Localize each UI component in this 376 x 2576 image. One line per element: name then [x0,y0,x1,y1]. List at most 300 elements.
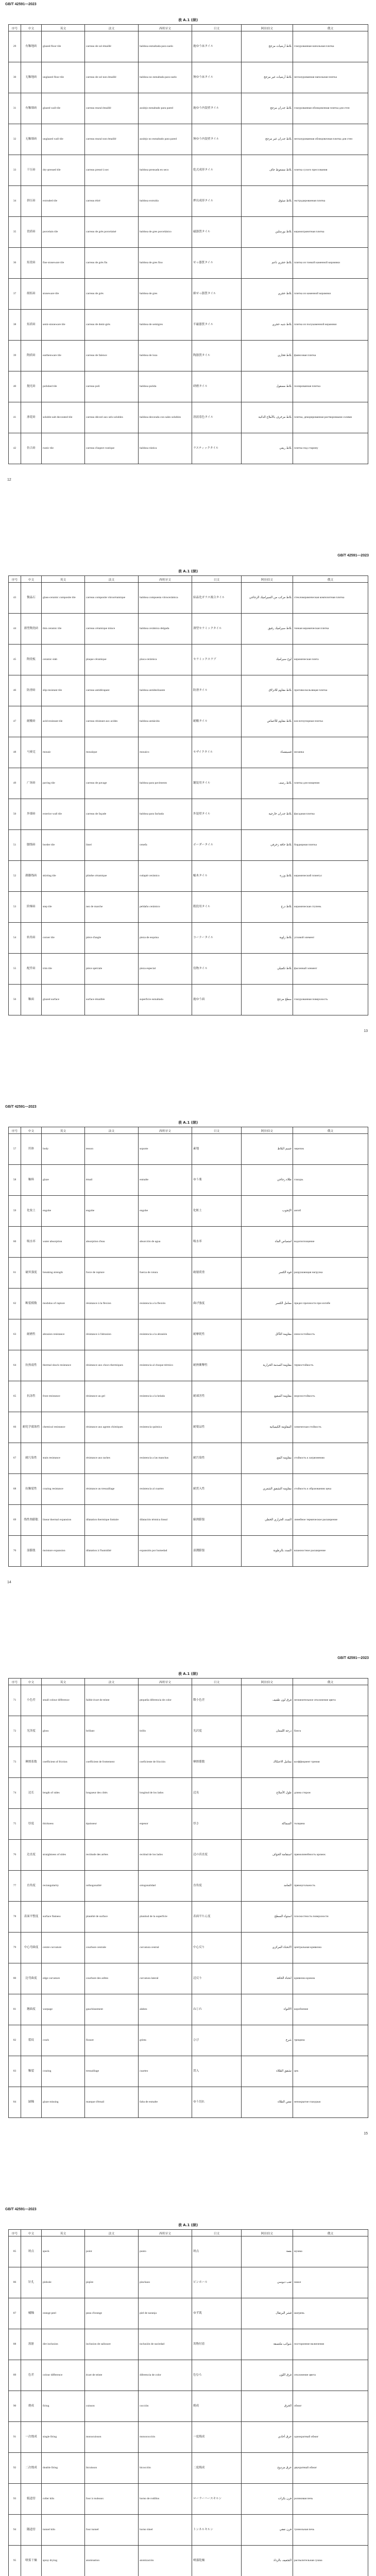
cell-french: force de rupture [85,1258,139,1289]
cell-russian: фаянсовая плитка [293,341,368,371]
cell-arabic: بلاط سيراميك رقيق [242,614,293,645]
cell-arabic: بلاط حجري [242,279,293,310]
cell-french: surface émaillée [85,985,139,1015]
cell-russian: керамическая ступень [293,892,368,923]
cell-french: carreau décoré aux sels solubles [85,402,139,433]
table-row [9,310,368,341]
table-row [9,1258,368,1289]
cell-french: bicuisson [85,2453,139,2484]
column-header-russian: 俄文 [293,576,368,583]
cell-number: 40 [9,371,21,402]
cell-russian: толщина [293,1809,368,1840]
cell-chinese: 马赛克 [21,737,42,768]
cell-arabic: امتصاص الماء [242,1227,293,1258]
cell-japanese: ひび [192,2025,242,2056]
cell-english: thin ceramic tile [42,614,85,645]
cell-number: 65 [9,1381,21,1412]
page-header-code: GB/T 42591—2023 [5,2208,37,2211]
cell-spanish: pequeña diferencia de color [139,1685,192,1716]
cell-arabic: فسيفساء [242,737,293,768]
cell-french: écart de teinte [85,2360,139,2391]
cell-chinese: 厚度 [21,1809,42,1840]
cell-japanese: 施ゆう内装壁タイル [192,93,242,124]
column-header-japanese: 日文 [192,25,242,31]
cell-french: courbure centrale [85,1933,139,1963]
cell-french: carreau antidérapant [85,675,139,706]
column-header-spanish: 西班牙文 [139,2230,192,2236]
cell-chinese: 腰线砖 [21,830,42,861]
cell-french: courbure des arêtes [85,1963,139,1994]
column-header-japanese: 日文 [192,1679,242,1685]
cell-japanese: 施ゆう床タイル [192,31,242,62]
cell-japanese: 耐貫入性 [192,1474,242,1505]
table-head [9,1679,368,1685]
cell-number: 41 [9,402,21,433]
cell-french: coefficient de frottement [85,1747,139,1778]
table-caption: 表 A.1 (续) [178,569,198,573]
cell-number: 34 [9,186,21,217]
column-header-chinese: 中文 [21,2230,42,2236]
table-row [9,1747,368,1778]
cell-spanish: azulejo no esmaltado para pared [139,124,192,155]
table-row [9,1685,368,1716]
cell-spanish: engobe [139,1196,192,1227]
table-body [9,31,368,464]
cell-number: 58 [9,1165,21,1196]
cell-spanish: baldosa esmaltada para suelo [139,31,192,62]
cell-chinese: 小色差 [21,1685,42,1716]
cell-english: unglazed wall tile [42,124,85,155]
cell-number: 62 [9,1289,21,1319]
cell-spanish: alabeo [139,1994,192,2025]
cell-english: unglazed floor tile [42,62,85,93]
cell-russian: полированная плитка [293,371,368,402]
cell-spanish: soporte [139,1134,192,1165]
cell-number: 95 [9,2546,21,2576]
table-row [9,248,368,279]
cell-english: rectangularity [42,1871,85,1902]
cell-number: 68 [9,1474,21,1505]
cell-chinese: 陶瓷板 [21,645,42,675]
cell-number: 32 [9,124,21,155]
cell-russian: однократный обжиг [293,2422,368,2453]
cell-japanese: 磁器質タイル [192,217,242,248]
table-row [9,861,368,892]
cell-english: stain resistance [42,1443,85,1474]
column-header-arabic: 阿拉伯文 [242,1679,293,1685]
column-header-number: 序号 [9,576,21,583]
cell-french: dilatation à l'humidité [85,1536,139,1567]
cell-english: semi-stoneware tile [42,310,85,341]
cell-japanese: 無ゆう内装壁タイル [192,124,242,155]
cell-chinese: 隧道窑 [21,2515,42,2546]
cell-number: 83 [9,2056,21,2087]
cell-spanish: cenefa [139,830,192,861]
column-header-english: 英文 [42,25,85,31]
cell-number: 85 [9,2236,21,2267]
cell-french: monocuisson [85,2422,139,2453]
cell-arabic: بلاط مقاوم للانزلاق [242,675,293,706]
table-row [9,892,368,923]
cell-japanese: 曲げ強度 [192,1289,242,1319]
cell-japanese: 噴霧乾燥 [192,2546,242,2576]
table-row [9,2025,368,2056]
cell-russian: мушка [293,2236,368,2267]
terminology-table [8,1678,368,2118]
table-row [9,1716,368,1747]
cell-number: 77 [9,1871,21,1902]
column-header-english: 英文 [42,1679,85,1685]
cell-spanish: esmalte [139,1165,192,1196]
cell-spanish: resistencia química [139,1412,192,1443]
terminology-table [8,24,368,464]
cell-japanese: 薄型セラミックタイル [192,614,242,645]
table-caption: 表 A.1 (续) [178,2223,198,2227]
cell-english: speck [42,2236,85,2267]
cell-russian: влажностное расширение [293,1536,368,1567]
column-header-english: 英文 [42,1127,85,1134]
table-row [9,1871,368,1902]
cell-chinese: 落脏 [21,2329,42,2360]
cell-french: listel [85,830,139,861]
table-row [9,402,368,433]
table-row [9,2484,368,2515]
cell-arabic: الانحناء المركزي [242,1933,293,1963]
cell-russian: фасонный элемент [293,954,368,985]
cell-french: résistance à la flexion [85,1289,139,1319]
cell-english: paving tile [42,768,85,799]
cell-number: 79 [9,1933,21,1963]
cell-japanese: 中心反り [192,1933,242,1963]
cell-chinese: 瓷质砖 [21,217,42,248]
table-row [9,2422,368,2453]
cell-russian: прямоугольность [293,1871,368,1902]
page-header-code: GB/T 42591—2023 [5,3,37,6]
cell-chinese: 喷雾干燥 [21,2546,42,2576]
cell-arabic: المقاومة الكيميائية [242,1412,293,1443]
cell-english: glaze missing [42,2087,85,2118]
table-row [9,1412,368,1443]
cell-japanese: 押出成形タイル [192,186,242,217]
cell-japanese: 焼成 [192,2391,242,2422]
cell-arabic: التعامد [242,1871,293,1902]
cell-russian: стойкость к образованию цека [293,1474,368,1505]
cell-russian: двукратный обжиг [293,2453,368,2484]
page-header-code: GB/T 42591—2023 [5,1105,37,1109]
cell-arabic: استقامة الحواف [242,1840,293,1871]
cell-arabic: بلاط مضغوط جاف [242,155,293,186]
cell-number: 52 [9,861,21,892]
cell-russian: противоскользящая плитка [293,675,368,706]
cell-spanish: diferencia de color [139,2360,192,2391]
cell-french: tesson [85,1134,139,1165]
cell-english: extruded tile [42,186,85,217]
table-row [9,768,368,799]
cell-arabic: قشر البرتقال [242,2298,293,2329]
cell-french: carreau de sol non émaillé [85,62,139,93]
cell-number: 57 [9,1134,21,1165]
cell-french: carreau de façade [85,799,139,830]
cell-russian: глазурованная напольная плитка [293,31,368,62]
cell-french: brillant [85,1716,139,1747]
cell-number: 64 [9,1350,21,1381]
cell-spanish: espesor [139,1809,192,1840]
table-row [9,799,368,830]
cell-spanish: expansión por humedad [139,1536,192,1567]
cell-spanish: rodapié cerámico [139,861,192,892]
column-header-chinese: 中文 [21,576,42,583]
table-row [9,1809,368,1840]
cell-english: rustic tile [42,433,85,464]
cell-chinese: 无釉地砖 [21,62,42,93]
cell-arabic: بلاط أرضيات غير مزجج [242,62,293,93]
cell-russian: стеклокерамическая композитная плитка [293,583,368,614]
cell-number: 69 [9,1505,21,1536]
cell-spanish: baldosa cerámica delgada [139,614,192,645]
cell-chinese: 耐磨性 [21,1319,42,1350]
cell-chinese: 有釉墙砖 [21,93,42,124]
cell-french: engobe [85,1196,139,1227]
cell-chinese: 挤压砖 [21,186,42,217]
column-header-number: 序号 [9,2230,21,2236]
cell-spanish: brillo [139,1716,192,1747]
column-header-russian: 俄文 [293,2230,368,2236]
cell-french: planéité de surface [85,1902,139,1933]
cell-russian: плитка для мощения [293,768,368,799]
table-row [9,2546,368,2576]
cell-chinese: 中心弯曲度 [21,1933,42,1963]
cell-arabic: بلاط ريفي [242,433,293,464]
cell-japanese: 斑点 [192,2236,242,2267]
table-caption: 表 A.1 (续) [178,18,198,22]
table-header-row [9,25,368,31]
cell-french: résistance au gel [85,1381,139,1412]
cell-chinese: 渗花砖 [21,402,42,433]
cell-japanese: 素地 [192,1134,242,1165]
cell-chinese: 摩擦系数 [21,1747,42,1778]
cell-russian: керамическая плита [293,645,368,675]
table-row [9,1443,368,1474]
cell-chinese: 橘釉 [21,2298,42,2329]
cell-japanese: 施ゆう面 [192,985,242,1015]
cell-english: skirting tile [42,861,85,892]
cell-spanish: piel de naranja [139,2298,192,2329]
cell-arabic: تشقق الطلاء [242,2056,293,2087]
cell-russian: непокрытие глазурью [293,2087,368,2118]
cell-french: rectitude des arêtes [85,1840,139,1871]
cell-japanese: 無ゆう床タイル [192,62,242,93]
column-header-chinese: 中文 [21,1127,42,1134]
cell-japanese: 色むら [192,2360,242,2391]
cell-russian: отклонение цвета [293,2360,368,2391]
cell-english: crack [42,2025,85,2056]
cell-chinese: 防滑砖 [21,675,42,706]
cell-russian: бордюрная плитка [293,830,368,861]
cell-spanish: baldosa compuesta vitrocerámica [139,583,192,614]
table-row [9,1319,368,1350]
cell-number: 82 [9,2025,21,2056]
cell-english: centre curvature [42,1933,85,1963]
cell-number: 42 [9,433,21,464]
cell-chinese: 薄型陶瓷砖 [21,614,42,645]
table-row [9,645,368,675]
column-header-arabic: 阿拉伯文 [242,2230,293,2236]
cell-russian: блеск [293,1716,368,1747]
cell-arabic: طلاء زجاجي [242,1165,293,1196]
cell-japanese: 階段用タイル [192,892,242,923]
table-row [9,830,368,861]
table-row [9,279,368,310]
column-header-number: 序号 [9,25,21,31]
cell-number: 76 [9,1840,21,1871]
table-header-row [9,576,368,583]
terminology-table [8,1127,368,1567]
cell-arabic: بلاط فخاري [242,341,293,371]
cell-arabic: بلاط جدران مزجج [242,93,293,124]
cell-french: faible écart de teinte [85,1685,139,1716]
cell-chinese: 一次烧成 [21,2422,42,2453]
cell-arabic: مقاومة الصدمة الحرارية [242,1350,293,1381]
cell-arabic: السماكة [242,1809,293,1840]
cell-japanese: せっ器質タイル [192,248,242,279]
cell-english: small colour difference [42,1685,85,1716]
cell-russian: плитка под старину [293,433,368,464]
cell-japanese: ゆう薬 [192,1165,242,1196]
cell-french: plaque céramique [85,645,139,675]
cell-russian: неглазурованная напольная плитка [293,62,368,93]
cell-number: 84 [9,2087,21,2118]
table-row [9,923,368,954]
cell-japanese: 耐摩耗性 [192,1319,242,1350]
cell-chinese: 色差 [21,2360,42,2391]
table-row [9,706,368,737]
cell-number: 67 [9,1443,21,1474]
cell-chinese: 斑点 [21,2236,42,2267]
cell-japanese: ローラーハースキルン [192,2484,242,2515]
column-header-french: 法文 [85,25,139,31]
cell-spanish: absorción de agua [139,1227,192,1258]
cell-arabic: استواء السطح [242,1902,293,1933]
cell-japanese: 異物付着 [192,2329,242,2360]
cell-english: pinhole [42,2267,85,2298]
cell-number: 54 [9,923,21,954]
cell-english: acid-resistant tile [42,706,85,737]
cell-russian: накол [293,2267,368,2298]
cell-french: émail [85,1165,139,1196]
cell-arabic: بلاط رصف [242,768,293,799]
column-header-japanese: 日文 [192,1127,242,1134]
cell-russian: плоскостность поверхности [293,1902,368,1933]
cell-chinese: 化妆土 [21,1196,42,1227]
cell-french: carreau mural émaillé [85,93,139,124]
cell-japanese: 辺長 [192,1778,242,1809]
cell-arabic: الالتواء [242,1994,293,2025]
cell-number: 29 [9,31,21,62]
cell-english: straightness of sides [42,1840,85,1871]
cell-chinese: 炻质砖 [21,310,42,341]
column-header-japanese: 日文 [192,576,242,583]
cell-japanese: 破壊荷重 [192,1258,242,1289]
cell-japanese: 線熱膨張 [192,1505,242,1536]
cell-arabic: بلاط مصقول [242,371,293,402]
cell-number: 47 [9,706,21,737]
cell-english: linear thermal expansion [42,1505,85,1536]
cell-number: 35 [9,217,21,248]
cell-arabic: بلاط بورسلين [242,217,293,248]
cell-arabic: ثقب دبوسي [242,2267,293,2298]
table-row [9,1289,368,1319]
cell-arabic: حرق أحادي [242,2422,293,2453]
cell-english: warpage [42,1994,85,2025]
cell-french: carreau de sol émaillé [85,31,139,62]
cell-spanish: horno de rodillos [139,2484,192,2515]
cell-french: carreau mural non émaillé [85,124,139,155]
cell-number: 51 [9,830,21,861]
table-row [9,1381,368,1412]
terminology-table [8,2229,368,2576]
table-row [9,2391,368,2422]
table-row [9,1902,368,1933]
cell-japanese: 吸水率 [192,1227,242,1258]
table-row [9,1134,368,1165]
cell-japanese: 陶器質タイル [192,341,242,371]
cell-french: inclusion de salissure [85,2329,139,2360]
cell-russian: обжиг [293,2391,368,2422]
cell-english: coefficient of friction [42,1747,85,1778]
cell-chinese: 抗冻性 [21,1381,42,1412]
cell-spanish: baldosa de gres porcelánico [139,217,192,248]
table-head [9,576,368,583]
cell-number: 53 [9,892,21,923]
cell-japanese: 厚さ [192,1809,242,1840]
cell-arabic: فرن بكرات [242,2484,293,2515]
cell-japanese: 摩擦係数 [192,1747,242,1778]
cell-japanese: 二度焼成 [192,2453,242,2484]
cell-english: modulus of rupture [42,1289,85,1319]
cell-chinese: 广场砖 [21,768,42,799]
cell-spanish: baldosa decorada con sales solubles [139,402,192,433]
cell-spanish: falta de esmalte [139,2087,192,2118]
table-header-row [9,1679,368,1685]
cell-japanese: 耐熱衝撃性 [192,1350,242,1381]
table-row [9,2453,368,2484]
cell-russian: тонкая керамическая плитка [293,614,368,645]
cell-chinese: 直角度 [21,1871,42,1902]
table-row [9,1778,368,1809]
cell-french: résistance aux agents chimiques [85,1412,139,1443]
cell-spanish: planitud de la superficie [139,1902,192,1933]
cell-french: carreau de grès [85,279,139,310]
cell-french: carreau de faïence [85,341,139,371]
cell-french: carreau de demi-grès [85,310,139,341]
cell-chinese: 断裂模数 [21,1289,42,1319]
cell-chinese: 翘曲度 [21,1994,42,2025]
cell-russian: экструдированная плитка [293,186,368,217]
cell-number: 74 [9,1778,21,1809]
table-row [9,1227,368,1258]
table-row [9,1536,368,1567]
cell-number: 43 [9,583,21,614]
cell-chinese: 湿膨胀 [21,1536,42,1567]
cell-number: 60 [9,1227,21,1258]
cell-spanish: longitud de los lados [139,1778,192,1809]
document-page [0,0,376,551]
cell-russian: незначительное отклонение цвета [293,1685,368,1716]
cell-chinese: 裂纹 [21,2025,42,2056]
cell-spanish: inclusión de suciedad [139,2329,192,2360]
cell-arabic: الحرق [242,2391,293,2422]
column-header-spanish: 西班牙文 [139,25,192,31]
